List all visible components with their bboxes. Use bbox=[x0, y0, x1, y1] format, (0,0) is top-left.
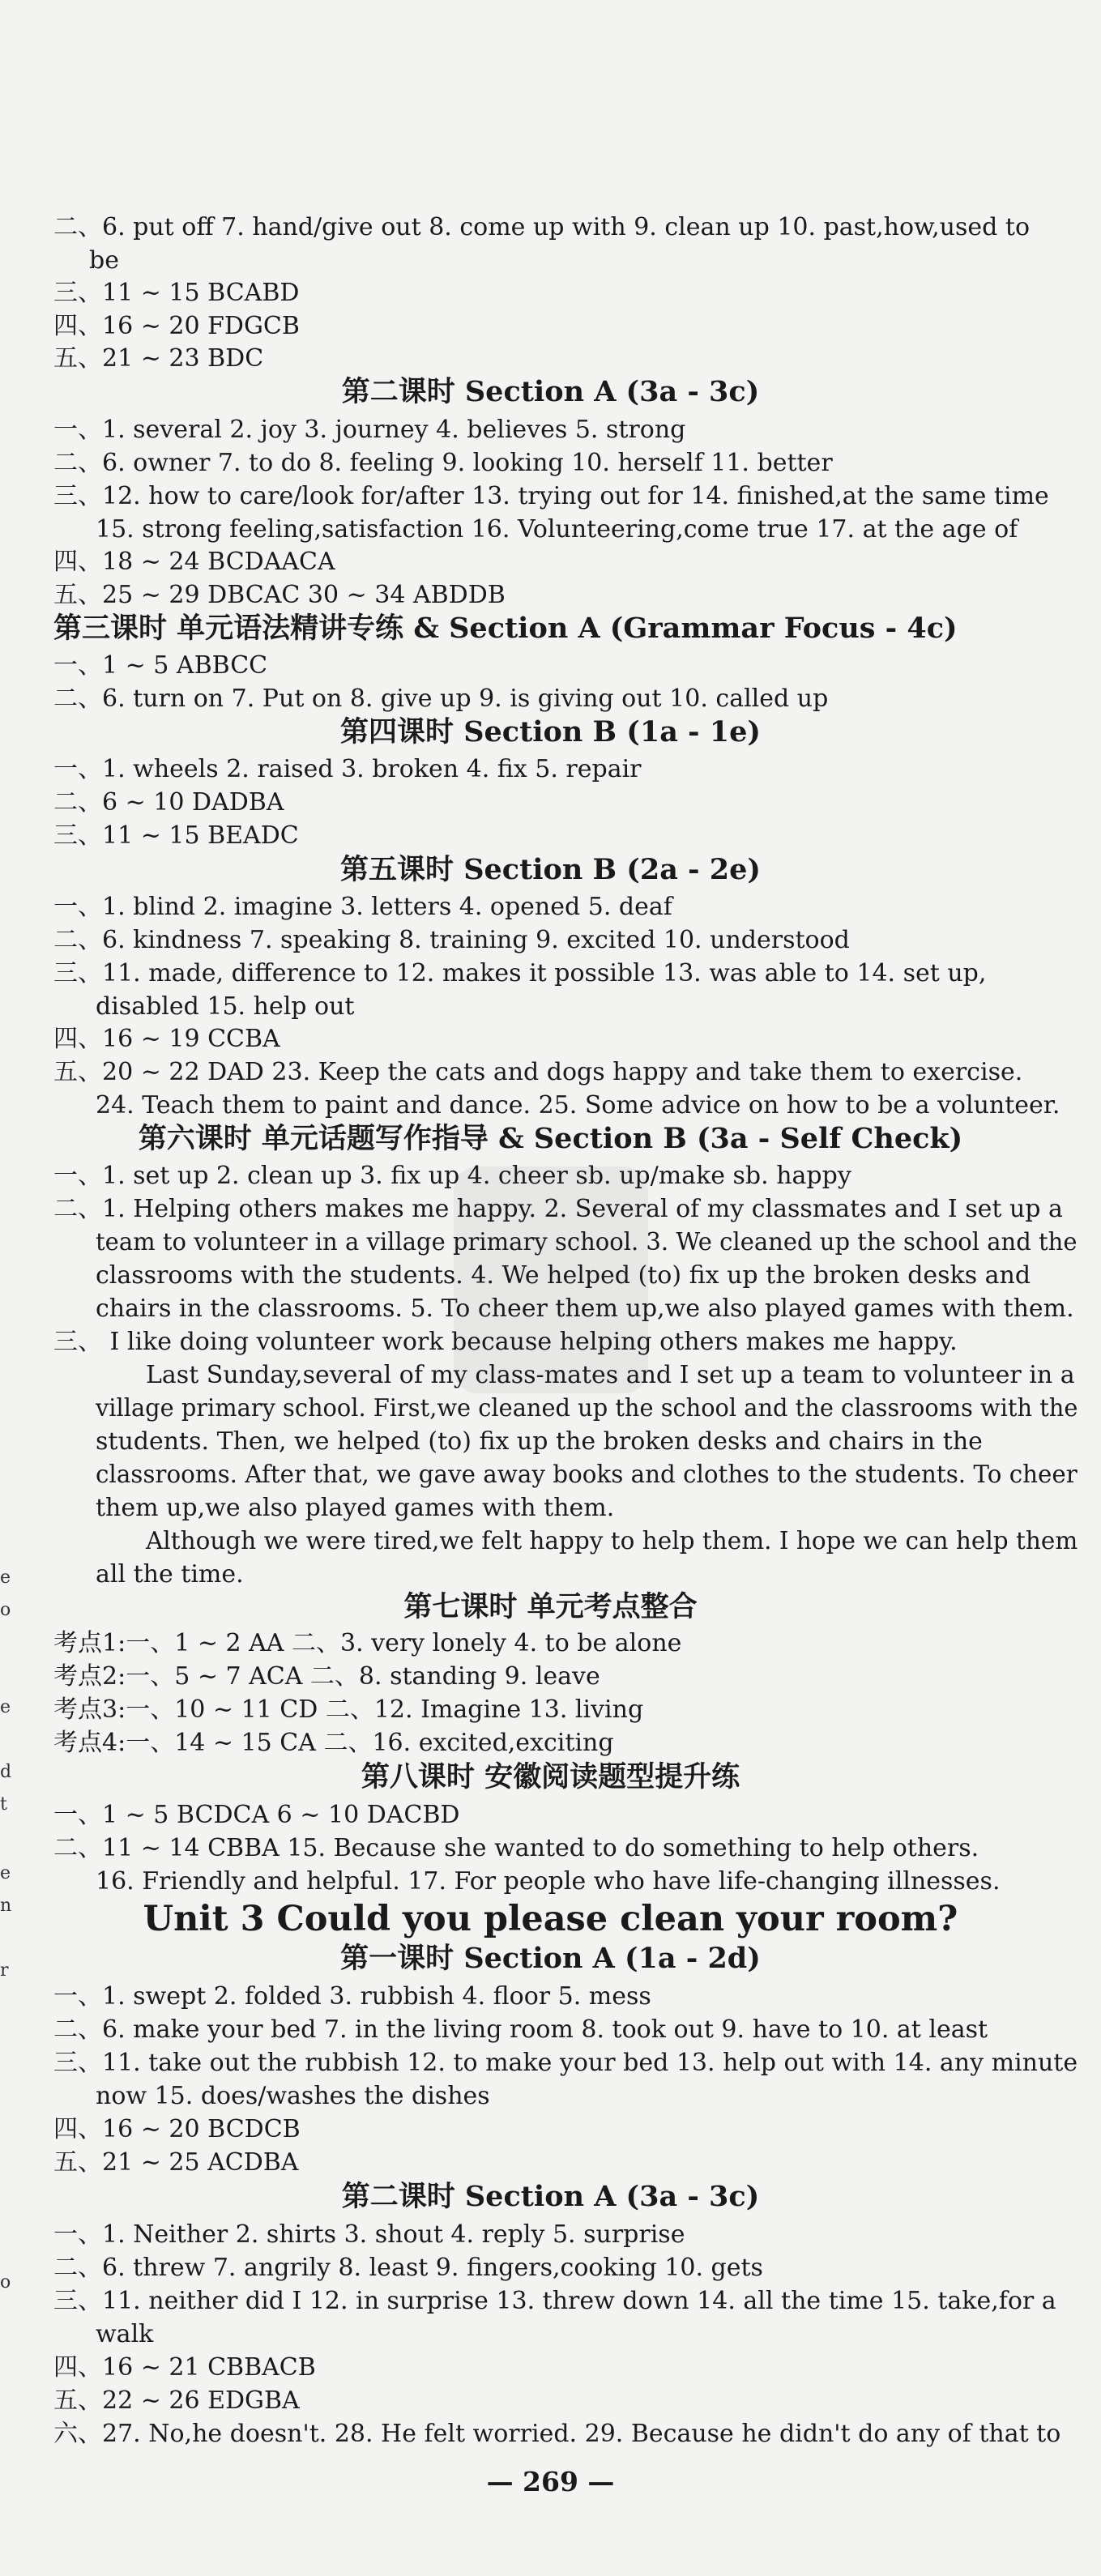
answer-line: 三、11. neither did I 12. in surprise 13. threw down 14. all the time 15. take,for a bbox=[53, 2287, 1056, 2315]
essay-line: all the time. bbox=[96, 1560, 244, 1589]
margin-letter: e bbox=[0, 1567, 11, 1588]
answer-line: 五、22 ~ 26 EDGBA bbox=[53, 2386, 300, 2415]
answer-line: 三、 I like doing volunteer work because helping others makes me happy. bbox=[53, 1328, 958, 1356]
answer-line: 四、18 ~ 24 BCDAACA bbox=[53, 548, 335, 576]
section-heading: 第六课时 单元话题写作指导 & Section B (3a - Self Check) bbox=[138, 1122, 963, 1155]
unit-title: Unit 3 Could you please clean your room? bbox=[143, 1899, 958, 1939]
answer-line: 二、11 ~ 14 CBBA 15. Because she wanted to do something to help others. bbox=[53, 1834, 979, 1862]
answer-line: 二、6. make your bed 7. in the living room 8. took out 9. have to 10. at least bbox=[53, 2015, 988, 2044]
margin-letter: r bbox=[0, 1960, 9, 1981]
margin-letter: e bbox=[0, 1697, 11, 1717]
section-heading: 第二课时 Section A (3a - 3c) bbox=[341, 375, 760, 408]
answer-line: 24. Teach them to paint and dance. 25. Some advice on how to be a volunteer. bbox=[96, 1091, 1060, 1120]
answer-line: 16. Friendly and helpful. 17. For people who have life-changing illnesses. bbox=[96, 1867, 1001, 1896]
section-heading: 第二课时 Section A (3a - 3c) bbox=[341, 2180, 760, 2213]
answer-line: 考点2:一、5 ~ 7 ACA 二、8. standing 9. leave bbox=[53, 1662, 600, 1691]
answer-line: 二、6. turn on 7. Put on 8. give up 9. is giving out 10. called up bbox=[53, 685, 829, 713]
answer-line: 五、20 ~ 22 DAD 23. Keep the cats and dogs happy and take them to exercise. bbox=[53, 1058, 1023, 1086]
answer-line: 六、27. No,he doesn't. 28. He felt worried. 29. Because he didn't do any of that to bbox=[53, 2420, 1061, 2448]
answer-line: 一、1. Neither 2. shirts 3. shout 4. reply 5. surprise bbox=[53, 2220, 685, 2249]
answer-line: 三、11. made, difference to 12. makes it possible 13. was able to 14. set up, bbox=[53, 959, 987, 987]
answer-line: 二、6. kindness 7. speaking 8. training 9. excited 10. understood bbox=[53, 926, 850, 954]
essay-line: students. Then, we helped (to) fix up the broken desks and chairs in the bbox=[96, 1427, 983, 1456]
margin-letter: e bbox=[0, 1863, 11, 1883]
section-heading: 第五课时 Section B (2a - 2e) bbox=[340, 853, 761, 886]
margin-letter: o bbox=[0, 1600, 11, 1620]
answer-line: 15. strong feeling,satisfaction 16. Volunteering,come true 17. at the age of bbox=[96, 515, 1018, 544]
answer-line: 一、1. swept 2. folded 3. rubbish 4. floor 5. mess bbox=[53, 1982, 651, 2011]
answer-line: 考点1:一、1 ~ 2 AA 二、3. very lonely 4. to be alone bbox=[53, 1629, 682, 1657]
answer-line: 一、1. set up 2. clean up 3. fix up 4. cheer sb. up/make sb. happy bbox=[53, 1162, 851, 1190]
answer-line: 一、1 ~ 5 ABBCC bbox=[53, 651, 268, 680]
answer-line: walk bbox=[96, 2320, 154, 2348]
answer-line: 四、16 ~ 20 BCDCB bbox=[53, 2115, 301, 2143]
section-heading: 第七课时 单元考点整合 bbox=[403, 1590, 698, 1623]
answer-line: 二、6. threw 7. angrily 8. least 9. fingers,cooking 10. gets bbox=[53, 2254, 763, 2282]
answer-line: 考点4:一、14 ~ 15 CA 二、16. excited,exciting bbox=[53, 1729, 614, 1757]
page-number: — 269 — bbox=[486, 2466, 615, 2497]
essay-line: Although we were tired,we felt happy to help them. I hope we can help them bbox=[146, 1527, 1078, 1555]
margin-letter: o bbox=[0, 2272, 11, 2292]
answer-line: team to volunteer in a village primary school. 3. We cleaned up the school and the bbox=[96, 1228, 1078, 1256]
answer-line: 三、12. how to care/look for/after 13. trying out for 14. finished,at the same time bbox=[53, 482, 1049, 510]
answer-line: 三、11 ~ 15 BCABD bbox=[53, 279, 300, 307]
answer-line: 五、25 ~ 29 DBCAC 30 ~ 34 ABDDB bbox=[53, 581, 506, 609]
essay-line: village primary school. First,we cleaned up the school and the classrooms with the bbox=[96, 1394, 1078, 1422]
section-heading: 第八课时 安徽阅读题型提升练 bbox=[361, 1760, 740, 1793]
answer-line: classrooms with the students. 4. We helped (to) fix up the broken desks and bbox=[96, 1261, 1031, 1290]
margin-letter: n bbox=[0, 1896, 12, 1916]
answer-line: disabled 15. help out bbox=[96, 992, 355, 1021]
answer-line: 二、6. owner 7. to do 8. feeling 9. looking 10. herself 11. better bbox=[53, 449, 833, 477]
answer-line: 四、16 ~ 19 CCBA bbox=[53, 1025, 280, 1053]
essay-line: classrooms. After that, we gave away books and clothes to the students. To cheer bbox=[96, 1461, 1078, 1489]
answer-line: 一、1. several 2. joy 3. journey 4. believes 5. strong bbox=[53, 416, 686, 444]
section-heading: 第三课时 单元语法精讲专练 & Section A (Grammar Focus - 4c) bbox=[53, 612, 958, 645]
answer-line: now 15. does/washes the dishes bbox=[96, 2082, 490, 2110]
section-heading: 第一课时 Section A (1a - 2d) bbox=[340, 1942, 761, 1975]
answer-line: 四、16 ~ 20 FDGCB bbox=[53, 312, 300, 340]
answer-line: 三、11 ~ 15 BEADC bbox=[53, 821, 299, 850]
answer-line: 一、1 ~ 5 BCDCA 6 ~ 10 DACBD bbox=[53, 1801, 460, 1829]
answer-line: 一、1. wheels 2. raised 3. broken 4. fix 5. repair bbox=[53, 755, 642, 783]
answer-line: 三、11. take out the rubbish 12. to make your bed 13. help out with 14. any minute bbox=[53, 2049, 1078, 2077]
answer-line: 二、1. Helping others makes me happy. 2. Several of my classmates and I set up a bbox=[53, 1195, 1063, 1223]
section-heading: 第四课时 Section B (1a - 1e) bbox=[340, 715, 761, 748]
answer-line: 五、21 ~ 23 BDC bbox=[53, 344, 264, 373]
answer-line: chairs in the classrooms. 5. To cheer them up,we also played games with them. bbox=[96, 1294, 1074, 1323]
margin-letter: d bbox=[0, 1762, 12, 1782]
margin-letter: t bbox=[0, 1794, 7, 1815]
answer-line: 二、6. put off 7. hand/give out 8. come up with 9. clean up 10. past,how,used to bbox=[53, 213, 1031, 241]
answer-line: 一、1. blind 2. imagine 3. letters 4. opened 5. deaf bbox=[53, 893, 672, 921]
essay-line: Last Sunday,several of my class-mates and I set up a team to volunteer in a bbox=[146, 1361, 1075, 1389]
essay-line: them up,we also played games with them. bbox=[96, 1494, 615, 1522]
answer-line: 二、6 ~ 10 DADBA bbox=[53, 788, 284, 817]
answer-line: 四、16 ~ 21 CBBACB bbox=[53, 2353, 316, 2382]
answer-line: 五、21 ~ 25 ACDBA bbox=[53, 2148, 299, 2177]
answer-line: 考点3:一、10 ~ 11 CD 二、12. Imagine 13. living bbox=[53, 1695, 644, 1724]
answer-line: be bbox=[89, 246, 119, 275]
